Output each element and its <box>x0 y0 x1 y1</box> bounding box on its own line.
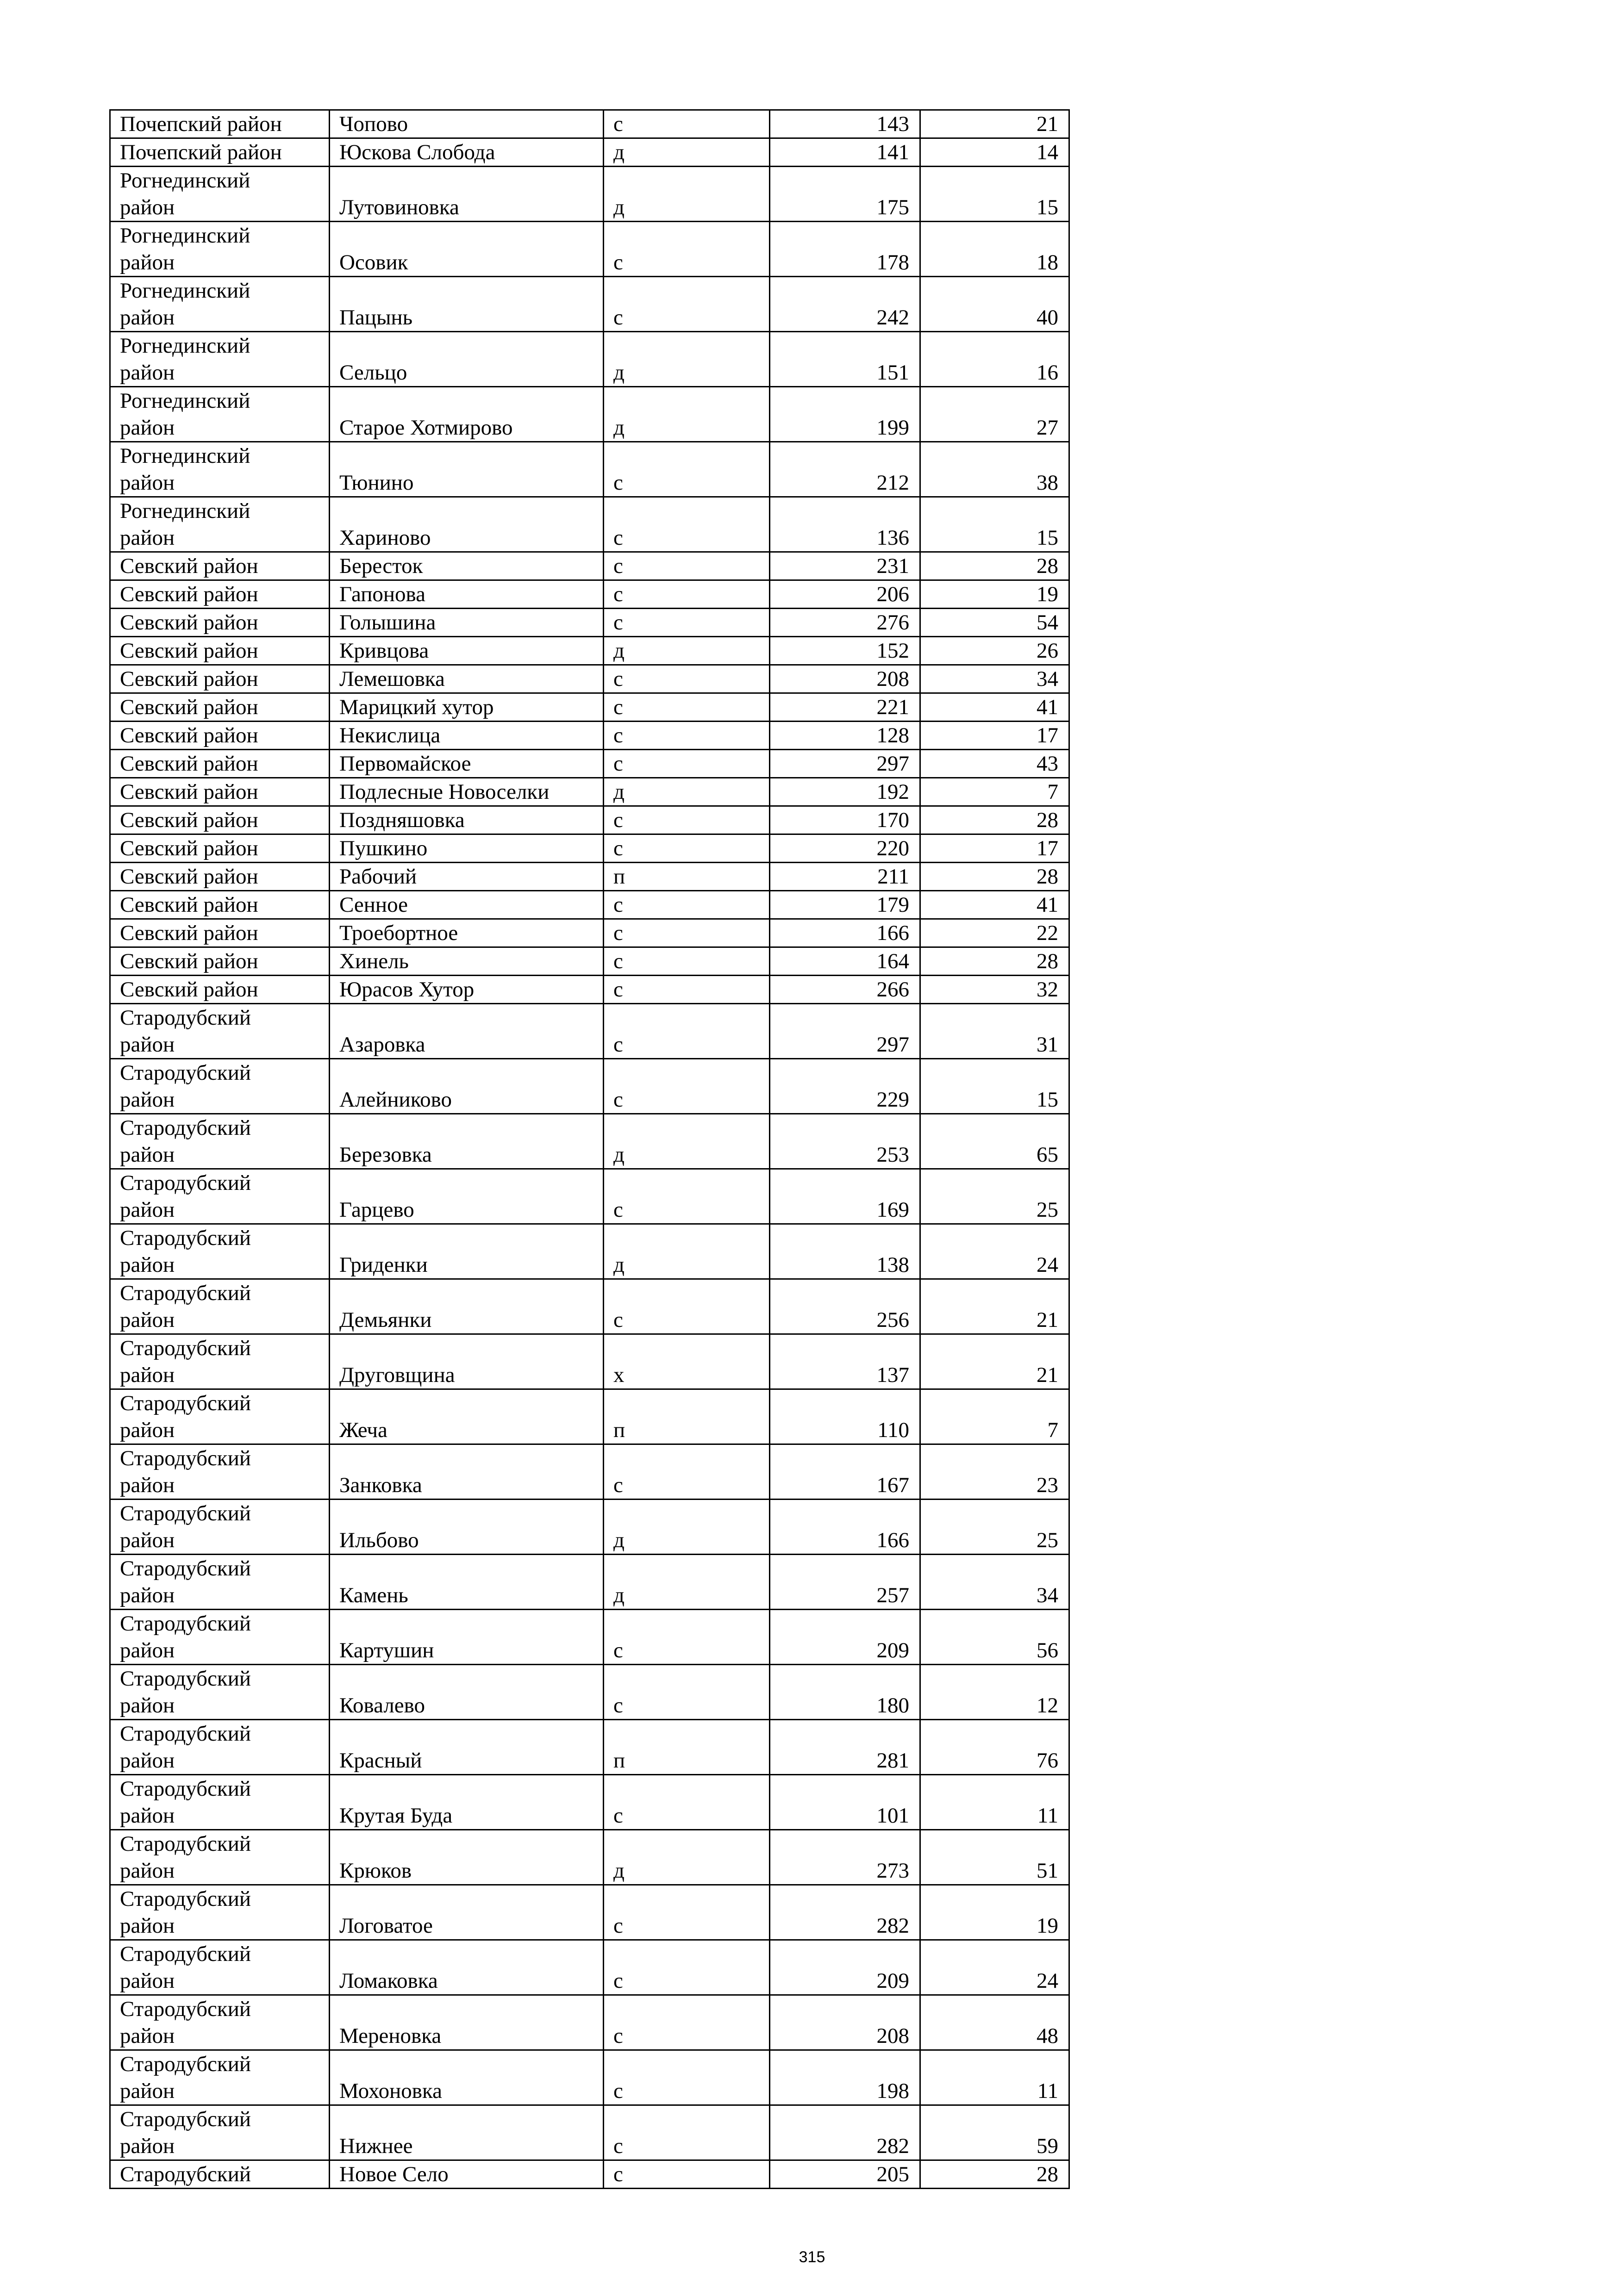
settlement-type-cell: с <box>604 693 770 722</box>
first-number-cell: 297 <box>770 1004 920 1059</box>
table-row <box>110 167 1069 222</box>
district-cell: Севский район <box>110 665 330 693</box>
settlement-type-cell: с <box>604 947 770 976</box>
second-number-cell: 32 <box>920 976 1069 1004</box>
table-row <box>110 1004 1069 1059</box>
table-row <box>110 222 1069 277</box>
district-cell: Стародубский <box>110 2160 330 2189</box>
table-row <box>110 1114 1069 1169</box>
settlement-cell: Нижнее <box>330 2105 604 2160</box>
table-row <box>110 834 1069 863</box>
second-number-cell: 21 <box>920 1334 1069 1389</box>
settlement-cell: Лутовиновка <box>330 167 604 222</box>
settlement-cell: Сельцо <box>330 332 604 387</box>
table-row <box>110 1334 1069 1389</box>
first-number-cell: 208 <box>770 665 920 693</box>
settlement-cell: Жеча <box>330 1389 604 1444</box>
second-number-cell: 28 <box>920 2160 1069 2189</box>
settlement-cell: Логоватое <box>330 1885 604 1940</box>
settlement-type-cell: с <box>604 1885 770 1940</box>
settlement-cell: Камень <box>330 1555 604 1610</box>
settlement-cell: Рабочий <box>330 863 604 891</box>
table-row <box>110 2105 1069 2160</box>
settlement-cell: Мереновка <box>330 1995 604 2050</box>
district-cell: Стародубский район <box>110 1720 330 1775</box>
district-cell: Севский район <box>110 919 330 947</box>
first-number-cell: 152 <box>770 637 920 665</box>
second-number-cell: 17 <box>920 834 1069 863</box>
table-row <box>110 1830 1069 1885</box>
settlement-type-cell: с <box>604 2160 770 2189</box>
district-cell: Рогнединский район <box>110 442 330 497</box>
settlement-cell: Красный <box>330 1720 604 1775</box>
settlement-type-cell: с <box>604 1775 770 1830</box>
first-number-cell: 256 <box>770 1279 920 1334</box>
district-cell: Стародубский район <box>110 1059 330 1114</box>
district-cell: Стародубский район <box>110 1114 330 1169</box>
settlement-cell: Картушин <box>330 1610 604 1665</box>
first-number-cell: 143 <box>770 110 920 138</box>
first-number-cell: 209 <box>770 1610 920 1665</box>
settlement-type-cell: д <box>604 1224 770 1279</box>
settlement-cell: Ломаковка <box>330 1940 604 1995</box>
settlement-type-cell: с <box>604 497 770 552</box>
first-number-cell: 179 <box>770 891 920 919</box>
second-number-cell: 15 <box>920 497 1069 552</box>
settlement-type-cell: с <box>604 834 770 863</box>
first-number-cell: 206 <box>770 580 920 609</box>
district-cell: Стародубский район <box>110 1830 330 1885</box>
second-number-cell: 15 <box>920 1059 1069 1114</box>
district-cell: Почепский район <box>110 110 330 138</box>
settlement-cell: Юскова Слобода <box>330 138 604 167</box>
district-cell: Почепский район <box>110 138 330 167</box>
first-number-cell: 167 <box>770 1444 920 1500</box>
settlement-type-cell: п <box>604 1389 770 1444</box>
second-number-cell: 24 <box>920 1224 1069 1279</box>
second-number-cell: 31 <box>920 1004 1069 1059</box>
settlement-type-cell: с <box>604 1004 770 1059</box>
district-cell: Рогнединский район <box>110 222 330 277</box>
first-number-cell: 170 <box>770 806 920 834</box>
settlements-table-body <box>110 110 1069 2189</box>
second-number-cell: 41 <box>920 891 1069 919</box>
settlement-cell: Мохоновка <box>330 2050 604 2105</box>
settlement-type-cell: с <box>604 750 770 778</box>
second-number-cell: 34 <box>920 1555 1069 1610</box>
settlement-type-cell: с <box>604 442 770 497</box>
district-cell: Севский район <box>110 834 330 863</box>
district-cell: Стародубский район <box>110 1995 330 2050</box>
district-cell: Стародубский район <box>110 1334 330 1389</box>
settlement-cell: Хинель <box>330 947 604 976</box>
district-cell: Севский район <box>110 778 330 806</box>
settlement-cell: Демьянки <box>330 1279 604 1334</box>
district-cell: Севский район <box>110 609 330 637</box>
page-number: 315 <box>799 2248 825 2266</box>
settlement-cell: Березовка <box>330 1114 604 1169</box>
district-cell: Севский район <box>110 580 330 609</box>
table-row <box>110 637 1069 665</box>
first-number-cell: 198 <box>770 2050 920 2105</box>
settlement-cell: Пацынь <box>330 277 604 332</box>
settlement-cell: Пушкино <box>330 834 604 863</box>
district-cell: Севский район <box>110 637 330 665</box>
second-number-cell: 12 <box>920 1665 1069 1720</box>
first-number-cell: 257 <box>770 1555 920 1610</box>
district-cell: Севский район <box>110 552 330 580</box>
district-cell: Севский район <box>110 976 330 1004</box>
settlement-type-cell: с <box>604 1279 770 1334</box>
settlement-cell: Троебортное <box>330 919 604 947</box>
first-number-cell: 178 <box>770 222 920 277</box>
district-cell: Стародубский район <box>110 1610 330 1665</box>
district-cell: Стародубский район <box>110 1665 330 1720</box>
table-row <box>110 1279 1069 1334</box>
second-number-cell: 28 <box>920 863 1069 891</box>
table-row <box>110 1389 1069 1444</box>
table-row <box>110 277 1069 332</box>
second-number-cell: 28 <box>920 552 1069 580</box>
settlement-type-cell: д <box>604 1114 770 1169</box>
district-cell: Стародубский район <box>110 1885 330 1940</box>
table-row <box>110 722 1069 750</box>
settlement-cell: Поздняшовка <box>330 806 604 834</box>
first-number-cell: 231 <box>770 552 920 580</box>
table-row <box>110 1775 1069 1830</box>
second-number-cell: 7 <box>920 778 1069 806</box>
settlement-cell: Хариново <box>330 497 604 552</box>
settlement-cell: Подлесные Новоселки <box>330 778 604 806</box>
table-row <box>110 947 1069 976</box>
district-cell: Стародубский район <box>110 1389 330 1444</box>
second-number-cell: 51 <box>920 1830 1069 1885</box>
second-number-cell: 15 <box>920 167 1069 222</box>
district-cell: Стародубский район <box>110 2050 330 2105</box>
settlement-type-cell: с <box>604 722 770 750</box>
settlement-type-cell: с <box>604 2050 770 2105</box>
district-cell: Севский район <box>110 863 330 891</box>
second-number-cell: 41 <box>920 693 1069 722</box>
settlement-cell: Некислица <box>330 722 604 750</box>
first-number-cell: 166 <box>770 919 920 947</box>
second-number-cell: 34 <box>920 665 1069 693</box>
settlement-cell: Старое Хотмирово <box>330 387 604 442</box>
second-number-cell: 7 <box>920 1389 1069 1444</box>
first-number-cell: 229 <box>770 1059 920 1114</box>
settlement-type-cell: д <box>604 1830 770 1885</box>
table-row <box>110 976 1069 1004</box>
district-cell: Стародубский район <box>110 1775 330 1830</box>
settlement-type-cell: п <box>604 1720 770 1775</box>
settlement-cell: Первомайское <box>330 750 604 778</box>
table-row <box>110 138 1069 167</box>
table-row <box>110 863 1069 891</box>
settlement-cell: Гарцево <box>330 1169 604 1224</box>
settlement-cell: Ковалево <box>330 1665 604 1720</box>
table-row <box>110 1224 1069 1279</box>
settlement-cell: Крутая Буда <box>330 1775 604 1830</box>
district-cell: Рогнединский район <box>110 277 330 332</box>
district-cell: Стародубский район <box>110 1444 330 1500</box>
settlement-type-cell: с <box>604 552 770 580</box>
district-cell: Рогнединский район <box>110 497 330 552</box>
first-number-cell: 212 <box>770 442 920 497</box>
first-number-cell: 221 <box>770 693 920 722</box>
table-row <box>110 2160 1069 2189</box>
second-number-cell: 21 <box>920 1279 1069 1334</box>
district-cell: Рогнединский район <box>110 167 330 222</box>
settlement-type-cell: с <box>604 609 770 637</box>
table-row <box>110 1665 1069 1720</box>
settlement-type-cell: с <box>604 1444 770 1500</box>
second-number-cell: 18 <box>920 222 1069 277</box>
table-row <box>110 693 1069 722</box>
second-number-cell: 24 <box>920 1940 1069 1995</box>
second-number-cell: 26 <box>920 637 1069 665</box>
table-row <box>110 442 1069 497</box>
settlements-table <box>109 109 1070 2189</box>
district-cell: Стародубский район <box>110 1224 330 1279</box>
table-row <box>110 552 1069 580</box>
second-number-cell: 43 <box>920 750 1069 778</box>
first-number-cell: 138 <box>770 1224 920 1279</box>
table-row <box>110 919 1069 947</box>
second-number-cell: 19 <box>920 1885 1069 1940</box>
settlement-type-cell: д <box>604 167 770 222</box>
district-cell: Стародубский район <box>110 1279 330 1334</box>
first-number-cell: 175 <box>770 167 920 222</box>
district-cell: Севский район <box>110 750 330 778</box>
first-number-cell: 180 <box>770 1665 920 1720</box>
settlement-cell: Занковка <box>330 1444 604 1500</box>
settlement-cell: Алейниково <box>330 1059 604 1114</box>
table-row <box>110 580 1069 609</box>
first-number-cell: 266 <box>770 976 920 1004</box>
first-number-cell: 242 <box>770 277 920 332</box>
first-number-cell: 192 <box>770 778 920 806</box>
district-cell: Севский район <box>110 806 330 834</box>
second-number-cell: 19 <box>920 580 1069 609</box>
first-number-cell: 110 <box>770 1389 920 1444</box>
first-number-cell: 101 <box>770 1775 920 1830</box>
table-row <box>110 1169 1069 1224</box>
district-cell: Рогнединский район <box>110 387 330 442</box>
first-number-cell: 282 <box>770 2105 920 2160</box>
table-row <box>110 806 1069 834</box>
settlement-type-cell: п <box>604 863 770 891</box>
settlement-type-cell: д <box>604 778 770 806</box>
settlement-type-cell: с <box>604 580 770 609</box>
settlement-type-cell: с <box>604 806 770 834</box>
settlement-type-cell: д <box>604 1500 770 1555</box>
second-number-cell: 14 <box>920 138 1069 167</box>
second-number-cell: 23 <box>920 1444 1069 1500</box>
table-row <box>110 609 1069 637</box>
settlement-cell: Марицкий хутор <box>330 693 604 722</box>
first-number-cell: 211 <box>770 863 920 891</box>
settlement-cell: Юрасов Хутор <box>330 976 604 1004</box>
second-number-cell: 11 <box>920 2050 1069 2105</box>
first-number-cell: 253 <box>770 1114 920 1169</box>
table-row <box>110 891 1069 919</box>
first-number-cell: 136 <box>770 497 920 552</box>
settlement-type-cell: с <box>604 1169 770 1224</box>
district-cell: Севский район <box>110 693 330 722</box>
table-row <box>110 1720 1069 1775</box>
settlement-type-cell: с <box>604 110 770 138</box>
table-row <box>110 2050 1069 2105</box>
table-row <box>110 1885 1069 1940</box>
district-cell: Стародубский район <box>110 1004 330 1059</box>
second-number-cell: 48 <box>920 1995 1069 2050</box>
settlement-cell: Новое Село <box>330 2160 604 2189</box>
settlement-type-cell: с <box>604 222 770 277</box>
settlement-type-cell: д <box>604 138 770 167</box>
first-number-cell: 137 <box>770 1334 920 1389</box>
second-number-cell: 22 <box>920 919 1069 947</box>
second-number-cell: 27 <box>920 387 1069 442</box>
settlement-cell: Голышина <box>330 609 604 637</box>
first-number-cell: 199 <box>770 387 920 442</box>
settlement-type-cell: с <box>604 277 770 332</box>
second-number-cell: 21 <box>920 110 1069 138</box>
district-cell: Рогнединский район <box>110 332 330 387</box>
district-cell: Севский район <box>110 722 330 750</box>
district-cell: Севский район <box>110 947 330 976</box>
second-number-cell: 25 <box>920 1500 1069 1555</box>
settlement-type-cell: с <box>604 1610 770 1665</box>
settlement-cell: Гапонова <box>330 580 604 609</box>
district-cell: Стародубский район <box>110 1940 330 1995</box>
second-number-cell: 25 <box>920 1169 1069 1224</box>
table-row <box>110 332 1069 387</box>
settlement-type-cell: с <box>604 1059 770 1114</box>
settlement-cell: Чопово <box>330 110 604 138</box>
table-row <box>110 778 1069 806</box>
first-number-cell: 281 <box>770 1720 920 1775</box>
second-number-cell: 56 <box>920 1610 1069 1665</box>
settlement-type-cell: д <box>604 332 770 387</box>
settlement-type-cell: с <box>604 665 770 693</box>
table-row <box>110 497 1069 552</box>
first-number-cell: 141 <box>770 138 920 167</box>
settlement-type-cell: х <box>604 1334 770 1389</box>
settlement-cell: Крюков <box>330 1830 604 1885</box>
settlement-type-cell: с <box>604 976 770 1004</box>
table-row <box>110 1059 1069 1114</box>
settlement-type-cell: д <box>604 637 770 665</box>
first-number-cell: 220 <box>770 834 920 863</box>
table-row <box>110 1555 1069 1610</box>
second-number-cell: 38 <box>920 442 1069 497</box>
settlement-cell: Кривцова <box>330 637 604 665</box>
table-row <box>110 750 1069 778</box>
second-number-cell: 28 <box>920 947 1069 976</box>
second-number-cell: 54 <box>920 609 1069 637</box>
settlement-type-cell: с <box>604 1940 770 1995</box>
settlement-cell: Тюнино <box>330 442 604 497</box>
table-row <box>110 1610 1069 1665</box>
first-number-cell: 166 <box>770 1500 920 1555</box>
first-number-cell: 273 <box>770 1830 920 1885</box>
settlement-cell: Азаровка <box>330 1004 604 1059</box>
district-cell: Стародубский район <box>110 1500 330 1555</box>
district-cell: Стародубский район <box>110 1169 330 1224</box>
first-number-cell: 128 <box>770 722 920 750</box>
district-cell: Стародубский район <box>110 2105 330 2160</box>
first-number-cell: 164 <box>770 947 920 976</box>
table-row <box>110 1995 1069 2050</box>
second-number-cell: 11 <box>920 1775 1069 1830</box>
table-row <box>110 1940 1069 1995</box>
settlement-cell: Друговщина <box>330 1334 604 1389</box>
district-cell: Стародубский район <box>110 1555 330 1610</box>
first-number-cell: 208 <box>770 1995 920 2050</box>
second-number-cell: 65 <box>920 1114 1069 1169</box>
settlement-cell: Сенное <box>330 891 604 919</box>
table-row <box>110 387 1069 442</box>
second-number-cell: 17 <box>920 722 1069 750</box>
first-number-cell: 276 <box>770 609 920 637</box>
table-row <box>110 110 1069 138</box>
second-number-cell: 40 <box>920 277 1069 332</box>
settlement-type-cell: с <box>604 891 770 919</box>
table-row <box>110 1500 1069 1555</box>
second-number-cell: 28 <box>920 806 1069 834</box>
table-row <box>110 1444 1069 1500</box>
district-cell: Севский район <box>110 891 330 919</box>
settlement-type-cell: д <box>604 387 770 442</box>
settlement-type-cell: с <box>604 1665 770 1720</box>
first-number-cell: 205 <box>770 2160 920 2189</box>
settlement-cell: Ильбово <box>330 1500 604 1555</box>
second-number-cell: 59 <box>920 2105 1069 2160</box>
first-number-cell: 209 <box>770 1940 920 1995</box>
settlement-type-cell: с <box>604 1995 770 2050</box>
settlement-cell: Бересток <box>330 552 604 580</box>
second-number-cell: 16 <box>920 332 1069 387</box>
settlement-type-cell: с <box>604 919 770 947</box>
settlement-cell: Гриденки <box>330 1224 604 1279</box>
first-number-cell: 297 <box>770 750 920 778</box>
table-row <box>110 665 1069 693</box>
first-number-cell: 169 <box>770 1169 920 1224</box>
first-number-cell: 282 <box>770 1885 920 1940</box>
settlement-cell: Лемешовка <box>330 665 604 693</box>
second-number-cell: 76 <box>920 1720 1069 1775</box>
settlement-type-cell: д <box>604 1555 770 1610</box>
settlement-type-cell: с <box>604 2105 770 2160</box>
settlement-cell: Осовик <box>330 222 604 277</box>
first-number-cell: 151 <box>770 332 920 387</box>
